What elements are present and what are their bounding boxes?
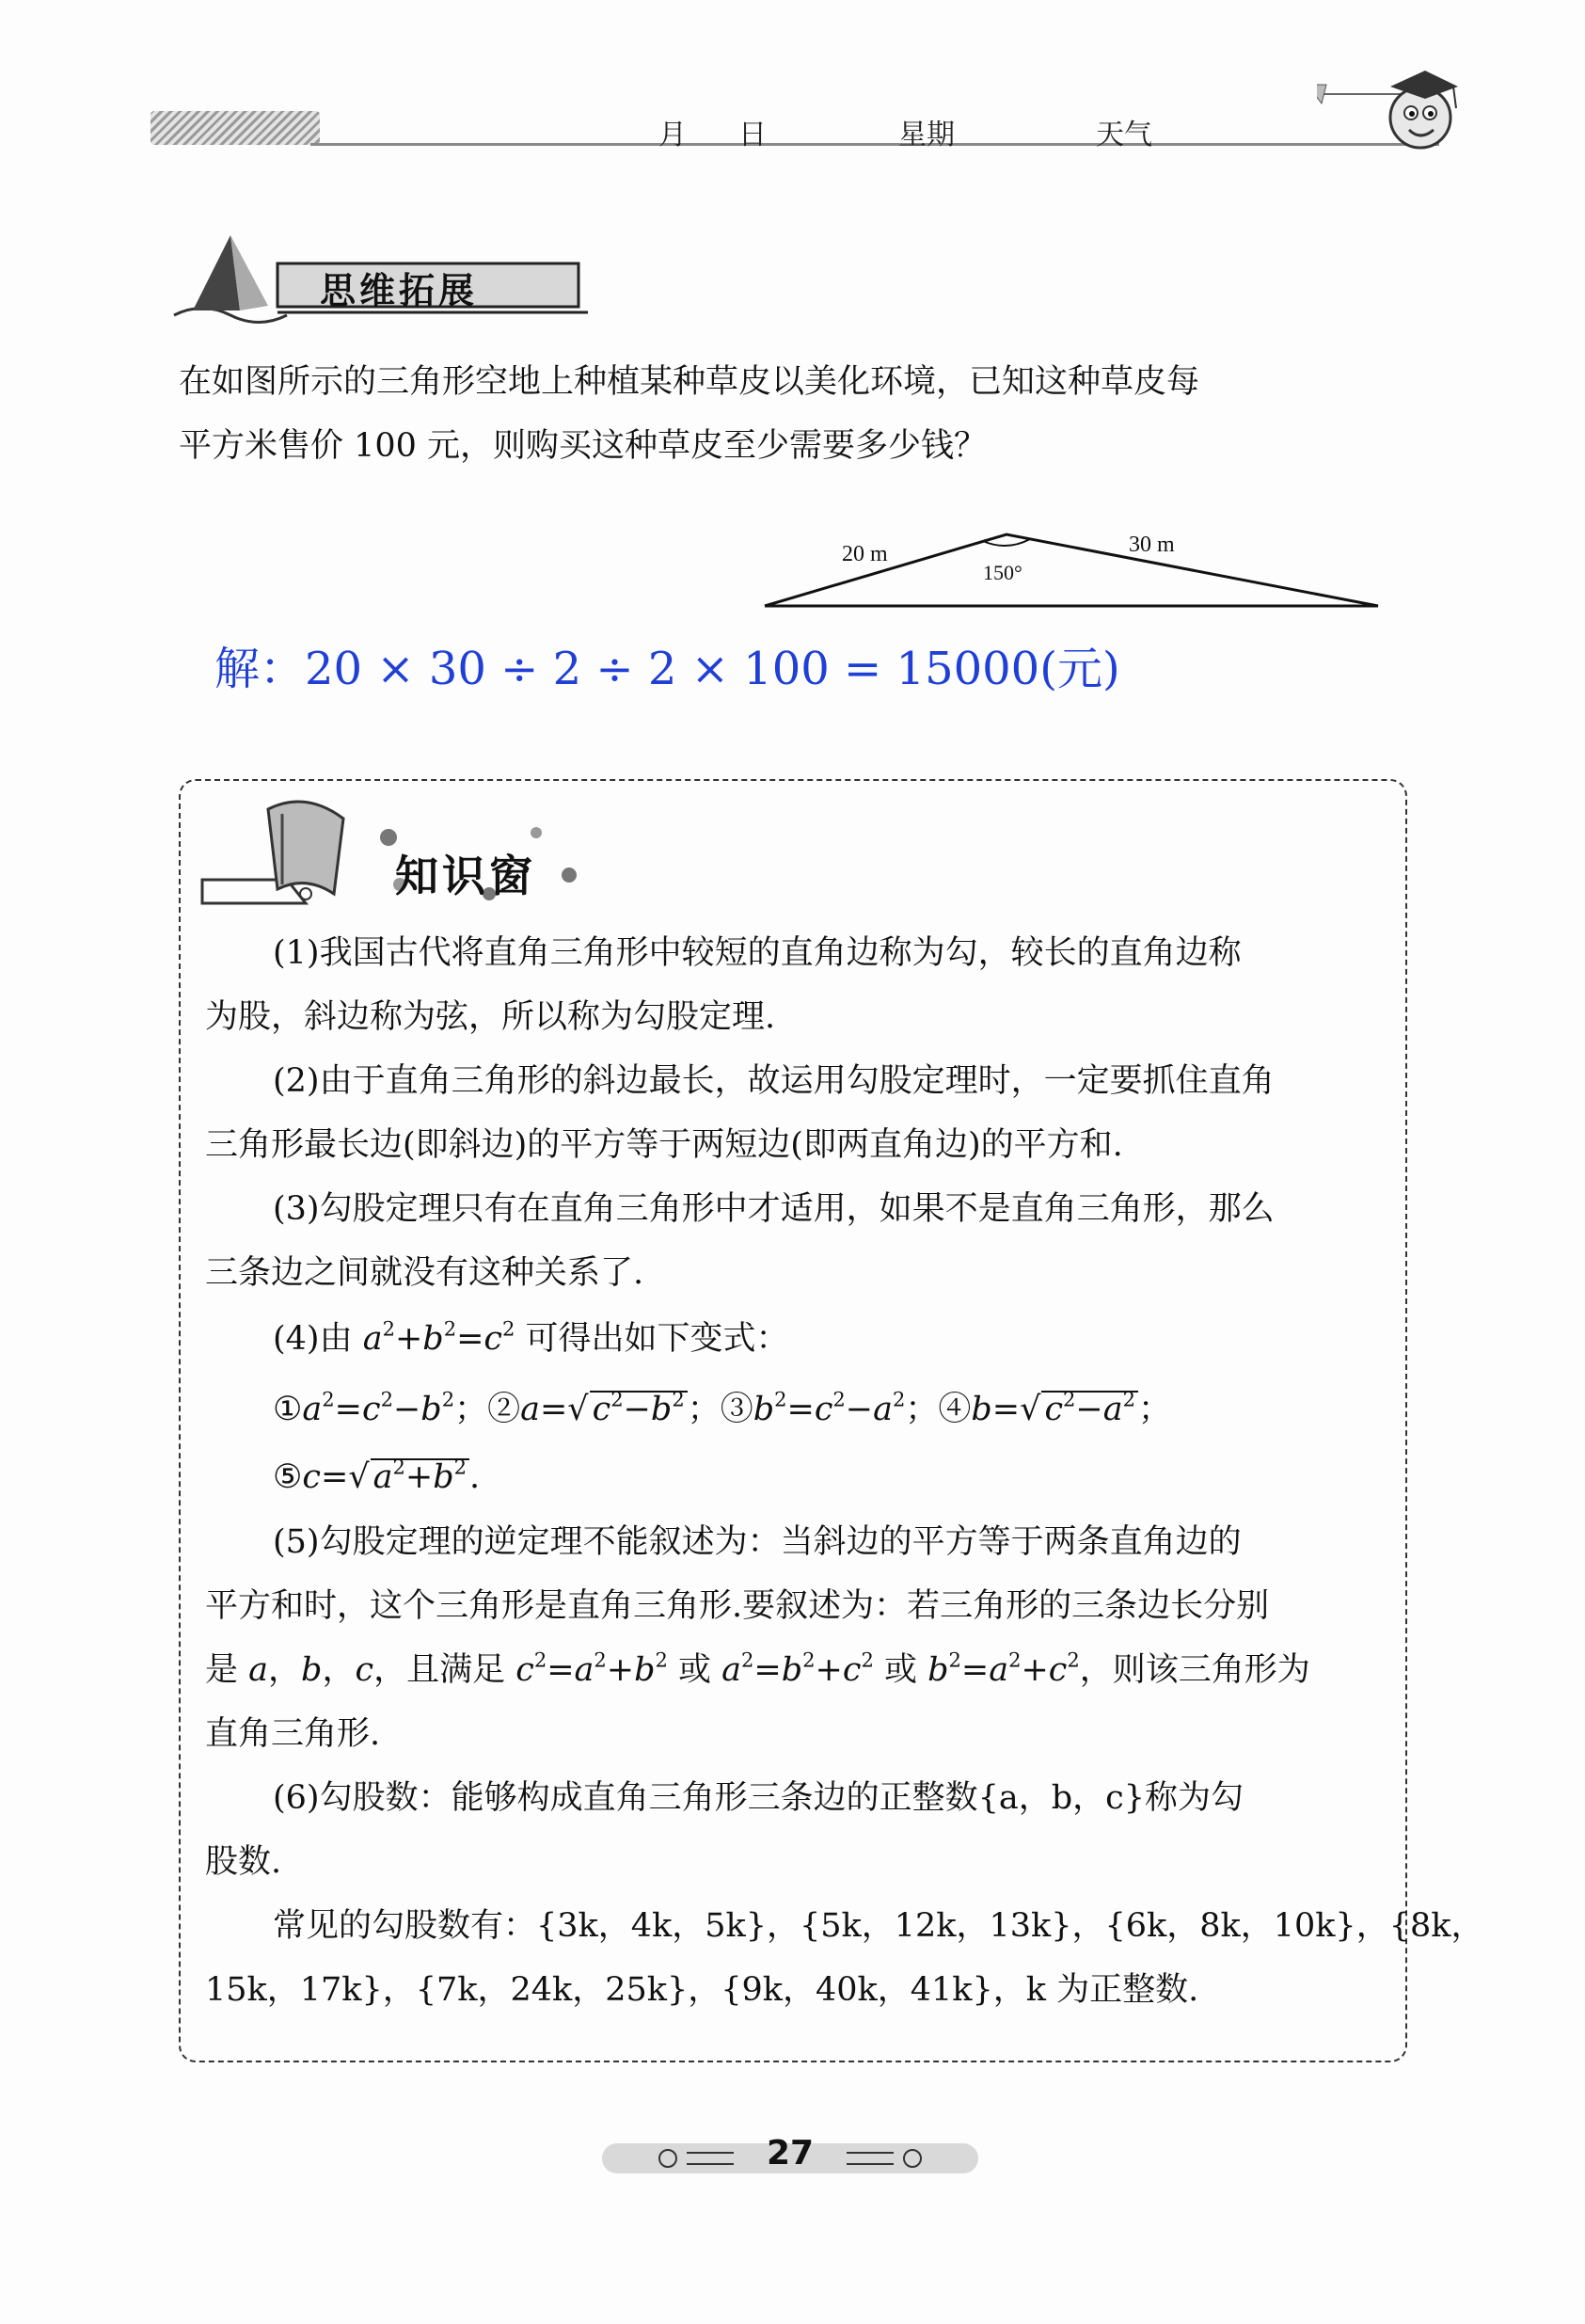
scroll-book-icon	[193, 790, 381, 913]
knowledge-p5-line2: 平方和时，这个三角形是直角三角形.要叙述为：若三角形的三条边长分别	[205, 1587, 1270, 1625]
header-decor-strip	[151, 111, 320, 145]
mascot-scholar-icon	[1317, 56, 1458, 160]
day-label: 日	[738, 119, 767, 151]
p4-formula: $a^2+b^2=c^2$	[362, 1317, 515, 1358]
angle-label: 150°	[983, 561, 1022, 584]
knowledge-p6-line2: 股数.	[205, 1843, 282, 1881]
triangle-figure	[762, 516, 1383, 619]
weather-label: 天气	[1096, 119, 1152, 151]
solution-answer: 解：20 × 30 ÷ 2 ÷ 2 × 100 = 15000(元)	[214, 643, 1120, 695]
knowledge-formulas-line2: ⑤c=√ $a^2+b^2$.	[273, 1456, 481, 1496]
problem-text-line1: 在如图所示的三角形空地上种植某种草皮以美化环境，已知这种草皮每	[179, 363, 1200, 401]
knowledge-p1-line2: 为股，斜边称为弦，所以称为勾股定理.	[205, 998, 776, 1036]
header-rule	[310, 143, 1439, 146]
knowledge-p5-line1: (5)勾股定理的逆定理不能叙述为：当斜边的平方等于两条直角边的	[273, 1523, 1242, 1561]
problem-text-line2: 平方米售价 100 元，则购买这种草皮至少需要多少钱？	[179, 427, 988, 465]
p4-suffix: 可得出如下变式：	[525, 1320, 789, 1358]
knowledge-p3-line1: (3)勾股定理只有在直角三角形中才适用，如果不是直角三角形，那么	[273, 1190, 1275, 1228]
left-side-label: 20 m	[842, 542, 888, 566]
knowledge-p5-line3: 是 a，b，c，且满足 $c^2=a^2+b^2$ 或 $a^2=b^2+c^2$ 或 $b^2=a^2+c^2$，则该三角形为	[205, 1648, 1310, 1689]
right-side-label: 30 m	[1129, 533, 1175, 557]
knowledge-p7-line1: 常见的勾股数有：{3k，4k，5k}，{5k，12k，13k}，{6k，8k，10k}，{8k，	[273, 1907, 1484, 1945]
knowledge-p7-line2: 15k，17k}，{7k，24k，25k}，{9k，40k，41k}，k 为正整数.	[205, 1971, 1199, 2009]
knowledge-title: 知识窗	[395, 851, 536, 901]
knowledge-p3-line2: 三条边之间就没有这种关系了.	[205, 1254, 644, 1292]
p4-prefix: (4)由	[273, 1320, 353, 1358]
knowledge-p1-line1: (1)我国古代将直角三角形中较短的直角边称为勾，较长的直角边称	[273, 934, 1242, 972]
knowledge-p6-line1: (6)勾股数：能够构成直角三角形三条边的正整数{a，b，c}称为勾	[273, 1779, 1244, 1817]
knowledge-p4-line1	[273, 1317, 789, 1361]
section-title-thinking: 思维拓展	[320, 270, 479, 311]
weekday-label: 星期	[898, 119, 955, 151]
knowledge-p2-line2: 三角形最长边(即斜边)的平方等于两短边(即两直角边)的平方和.	[205, 1126, 1123, 1164]
knowledge-formulas-line1: $①a^2=c^2-b^2$；②a=√ $c^2-b^2$；$③b^2=c^2-a^2$；④b=√ $c^2-a^2$；	[273, 1388, 1172, 1428]
month-label: 月	[658, 119, 687, 151]
knowledge-p2-line1: (2)由于直角三角形的斜边最长，故运用勾股定理时，一定要抓住直角	[273, 1062, 1275, 1100]
page-number: 27	[766, 2134, 815, 2173]
knowledge-p5-line4: 直角三角形.	[205, 1715, 381, 1753]
